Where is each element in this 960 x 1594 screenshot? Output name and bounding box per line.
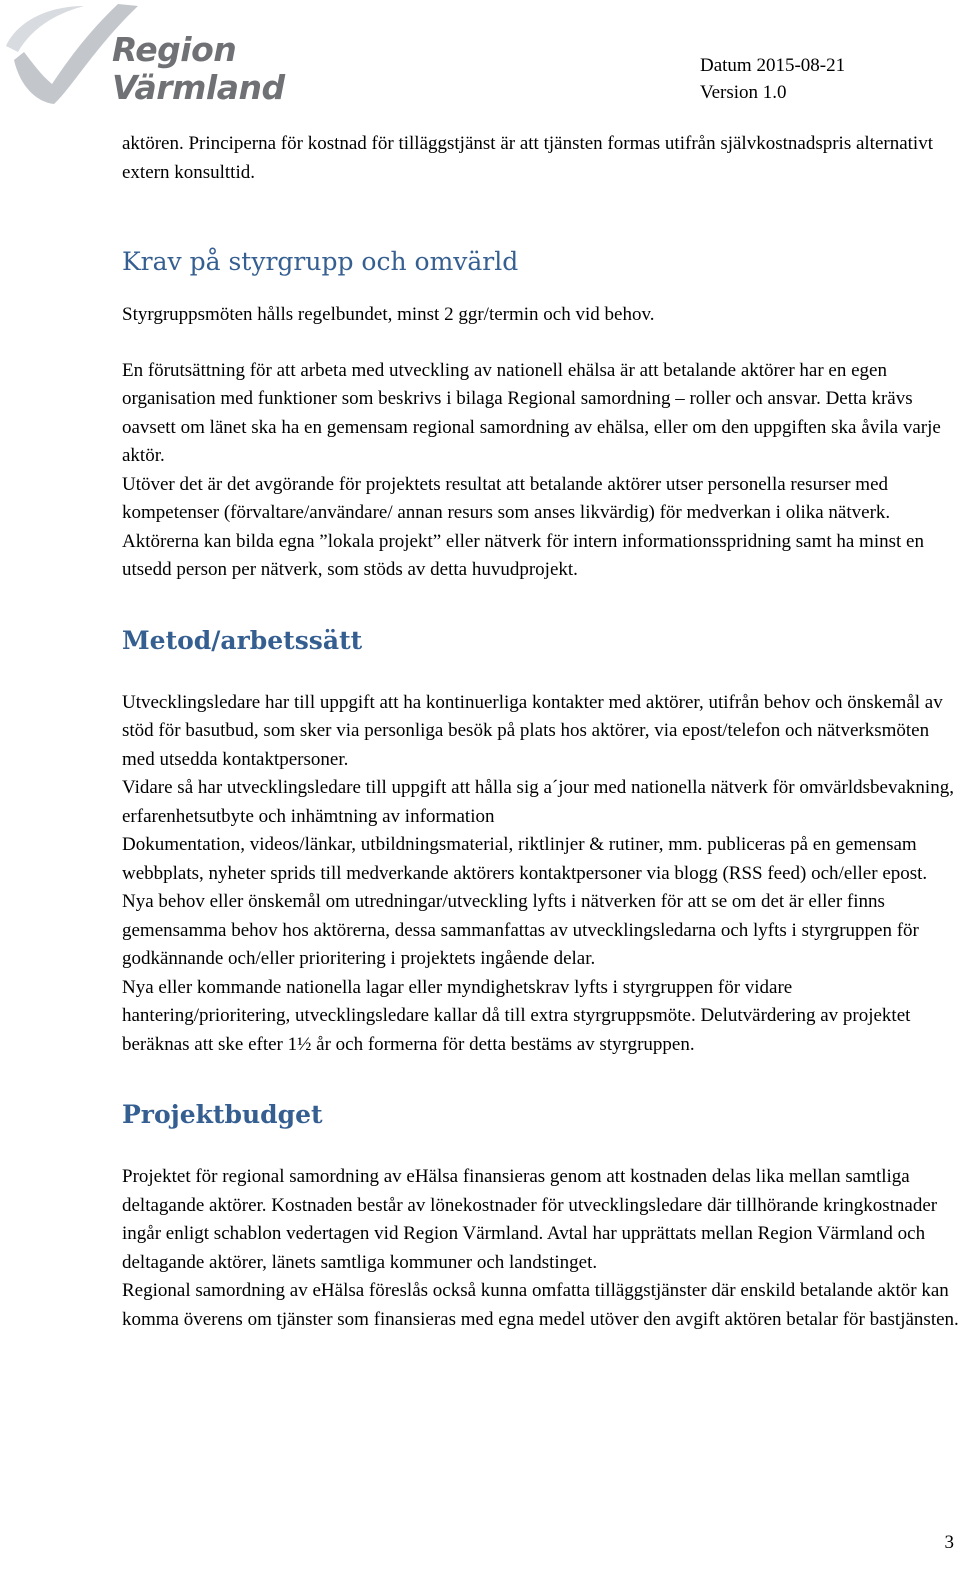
paragraph: Dokumentation, videos/länkar, utbildningsmaterial, riktlinjer & rutiner, mm. publiceras på en gemensam webbplats, nyheter sprids till medverkande aktörers kontaktpersoner via blogg (RSS feed) och/eller epost. (122, 834, 928, 884)
intro-paragraph: aktören. Principerna för kostnad för tilläggstjänst är att tjänsten formas utifrån självkostnadspris alternativt extern konsulttid. (122, 133, 933, 183)
document-body (122, 130, 960, 1334)
logo-text-region: Region (112, 30, 237, 69)
heading-projektbudget: Projektbudget (122, 1100, 323, 1129)
paragraph: Utvecklingsledare har till uppgift att ha kontinuerliga kontakter med aktörer, utifrån behov och önskemål av stöd för basutbud, som sker via personliga besök på plats hos aktörer, via epost/telefon och nätverksmöten med utsedda kontaktpersoner. (122, 691, 943, 770)
paragraph: Utöver det är det avgörande för projektets resultat att betalande aktörer utser personella resurser med kompetenser (förvaltare/användare/ annan resurs som anses likvärdig) för medverkan i olika nätverk. (122, 473, 891, 523)
heading-metod: Metod/arbetssätt (122, 625, 363, 655)
paragraph: Aktörerna kan bilda egna ”lokala projekt” eller nätverk för intern informationsspridning samt ha minst en utsedd person per nätverk, som stöds av detta huvudprojekt. (122, 530, 924, 580)
document-meta (700, 52, 845, 106)
paragraph: Regional samordning av eHälsa föreslås också kunna omfatta tilläggstjänster där enskild betalande aktör kan komma överens om tjänster som finansieras med egna medel utöver den avgift aktören betalar för bastjänsten. (122, 1280, 959, 1330)
paragraph: Vidare så har utvecklingsledare till uppgift att hålla sig a´jour med nationella nätverk för omvärldsbevakning, erfarenhetsutbyte och inhämtning av information (122, 777, 954, 827)
document-version: Version 1.0 (700, 82, 787, 103)
paragraph: En förutsättning för att arbeta med utveckling av nationell ehälsa är att betalande aktörer har en egen organisation med funktioner som beskrivs i bilaga Regional samordning – roller och ansvar. Detta krävs oavsett om länet ska ha en gemensam regional samordning av ehälsa, eller om den uppgiften ska åvila varje aktör. (122, 359, 941, 466)
paragraph: Styrgruppsmöten hålls regelbundet, minst 2 ggr/termin och vid behov. (122, 304, 655, 325)
region-varmland-logo (0, 0, 290, 112)
paragraph: Projektet för regional samordning av eHälsa finansieras genom att kostnaden delas lika mellan samtliga deltagande aktörer. Kostnaden består av lönekostnader för utvecklingsledare där tillhörande kringkostnader ingår enligt schablon vedertagen vid Region Värmland. Avtal har upprättats mellan Region Värmland och deltagande aktörer, länets samtliga kommuner och landstinget. (122, 1166, 938, 1273)
logo-text-varmland: Värmland (112, 68, 285, 107)
heading-krav: Krav på styrgrupp och omvärld (122, 247, 519, 276)
document-date: Datum 2015-08-21 (700, 55, 846, 76)
paragraph: Nya behov eller önskemål om utredningar/utveckling lyfts i nätverken för att se om det är eller finns gemensamma behov hos aktörerna, dessa sammanfattas av utvecklingsledarna och lyfts i styrgruppen för godkännande och/eller prioritering i projektets ingående delar. (122, 891, 919, 969)
page-number: 3 (944, 1532, 954, 1553)
paragraph: Nya eller kommande nationella lagar eller myndighetskrav lyfts i styrgruppen för vidare hantering/prioritering, utvecklingsledare kallar då till extra styrgruppsmöte. Delutvärdering av projektet beräknas att ske efter 1½ år och formerna för detta bestäms av styrgruppen. (122, 976, 911, 1055)
